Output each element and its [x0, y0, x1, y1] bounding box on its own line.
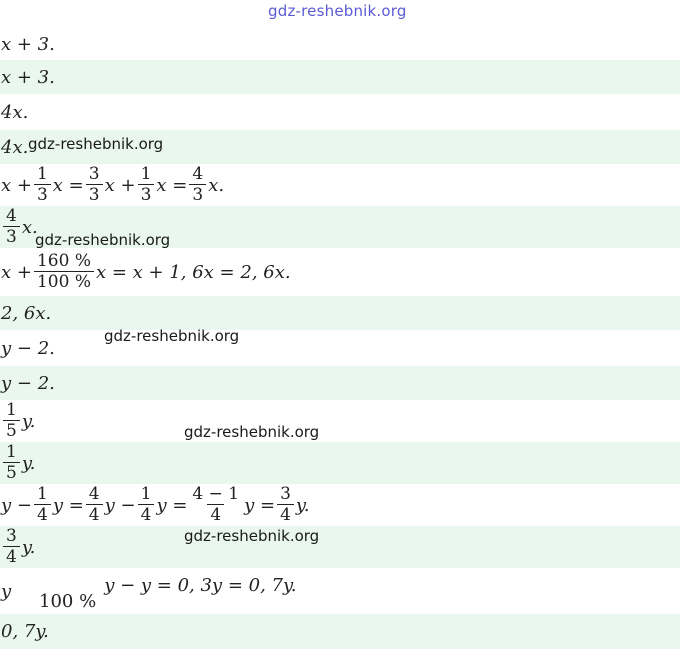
fraction-numerator: 3: [280, 484, 291, 504]
fraction: [3, 444, 20, 482]
fraction-denominator: 5: [3, 420, 20, 440]
fraction: [86, 486, 103, 524]
math-term: y − y = 0, 3y = 0, 7y.: [104, 574, 297, 596]
watermark: gdz-reshebnik.org: [104, 327, 240, 345]
math-term: x =: [52, 174, 84, 196]
math-term: y.: [21, 452, 36, 474]
fraction: [86, 166, 103, 204]
math-term: 100 %: [39, 590, 97, 612]
math-term: x =: [156, 174, 188, 196]
solution-row: [0, 366, 680, 400]
fraction: [189, 166, 206, 204]
fraction: [189, 486, 242, 524]
math-term: x +: [104, 174, 136, 196]
fraction-denominator: 100 %: [34, 271, 94, 291]
fraction-denominator: 3: [3, 226, 20, 246]
fraction-denominator: 4: [138, 504, 155, 524]
solution-row: [0, 400, 680, 442]
fraction-numerator: 1: [6, 400, 17, 420]
fraction-denominator: 4: [86, 504, 103, 524]
fraction-denominator: 3: [138, 184, 155, 204]
solution-row: [0, 28, 680, 60]
fraction-numerator: 4: [88, 484, 100, 504]
math-term: x.: [208, 174, 225, 196]
math-term: y.: [295, 494, 310, 516]
fraction: [277, 486, 294, 524]
math-term: y =: [156, 494, 188, 516]
solution-row: [0, 296, 680, 330]
solution-row: [0, 614, 680, 649]
watermark: gdz-reshebnik.org: [184, 423, 320, 441]
solution-row: [0, 442, 680, 484]
fraction-numerator: 160 %: [36, 251, 91, 271]
math-expression: y − 2.: [1, 372, 55, 394]
watermark: gdz-reshebnik.org: [35, 231, 171, 249]
fraction: [138, 166, 155, 204]
fraction: [3, 528, 20, 566]
fraction-denominator: 3: [34, 184, 51, 204]
solution-row: [0, 94, 680, 130]
solution-row: [0, 330, 680, 366]
fraction-numerator: 4: [192, 164, 204, 184]
fraction-numerator: 4: [6, 206, 17, 226]
solution-row: [0, 526, 680, 568]
math-term: y: [1, 580, 12, 602]
fraction: [138, 486, 155, 524]
fraction-numerator: 1: [36, 484, 48, 504]
fraction-numerator: 1: [6, 442, 17, 462]
fraction-numerator: 3: [88, 164, 100, 184]
math-expression: 4x.: [1, 136, 29, 158]
watermark: gdz-reshebnik.org: [184, 527, 320, 545]
watermark: gdz-reshebnik.org: [28, 135, 164, 153]
math-term: y −: [1, 494, 32, 516]
watermark: gdz-reshebnik.org: [268, 2, 407, 20]
fraction-numerator: 4 − 1: [192, 484, 240, 504]
math-expression: 0, 7y.: [1, 621, 49, 642]
math-expression: x + 3.: [1, 33, 55, 55]
math-term: y −: [104, 494, 136, 516]
math-expression: 2, 6x.: [1, 302, 52, 324]
fraction-numerator: 1: [140, 484, 152, 504]
fraction: [34, 253, 94, 291]
math-expression: y − 2.: [1, 337, 55, 359]
fraction-numerator: 1: [140, 164, 152, 184]
math-term: y.: [21, 410, 36, 432]
solution-row: [0, 60, 680, 94]
solution-row: [0, 484, 680, 526]
fraction: [34, 486, 51, 524]
fraction-denominator: 3: [86, 184, 103, 204]
math-expression: x + 3.: [1, 66, 55, 88]
fraction-denominator: 4: [207, 504, 224, 524]
math-term: x +: [1, 174, 32, 196]
math-term: y.: [21, 536, 36, 558]
fraction: [3, 208, 20, 246]
math-expression: 4x.: [1, 101, 29, 123]
math-term: x +: [1, 261, 32, 283]
solution-row: [0, 164, 680, 206]
fraction-numerator: 1: [36, 164, 48, 184]
solution-row: [0, 248, 680, 296]
math-term: x = x + 1, 6x = 2, 6x.: [95, 261, 291, 283]
fraction-numerator: 3: [6, 526, 17, 546]
math-term: y =: [244, 494, 276, 516]
fraction-denominator: 3: [189, 184, 206, 204]
math-term: y =: [52, 494, 84, 516]
fraction-denominator: 4: [3, 546, 20, 566]
fraction: [3, 402, 20, 440]
fraction-denominator: 4: [277, 504, 294, 524]
fraction-denominator: 4: [34, 504, 51, 524]
fraction: [34, 166, 51, 204]
fraction-denominator: 5: [3, 462, 20, 482]
solution-row: [0, 568, 680, 614]
math-term: x.: [21, 216, 38, 238]
